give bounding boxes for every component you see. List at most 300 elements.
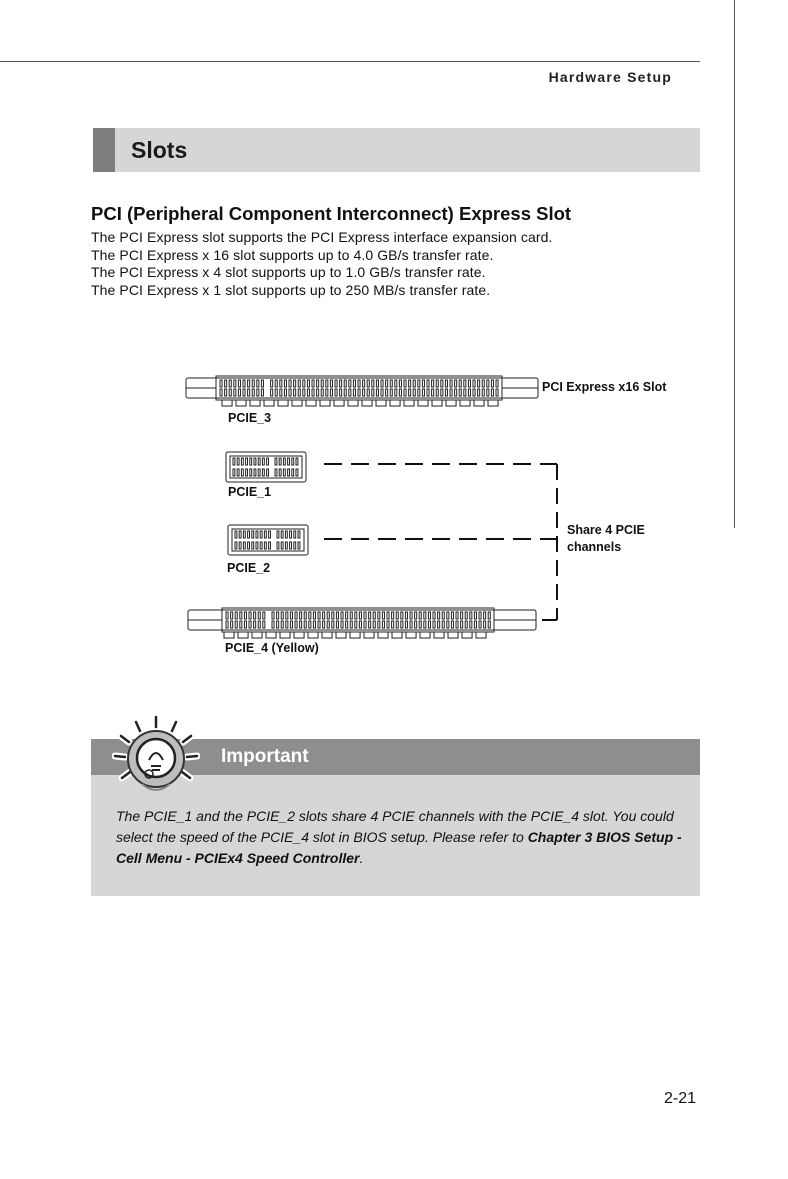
slot-pin <box>482 380 484 387</box>
slot-pin <box>424 621 426 628</box>
slot-tab <box>320 400 330 406</box>
slot-pin <box>396 612 398 619</box>
slot-pin <box>461 612 463 619</box>
slot-pin <box>323 612 325 619</box>
slot-pin <box>267 458 269 465</box>
important-text-part: The PCIE_1 and the PCIE_2 slots share 4 PCIE channels with the PCIE_4 slot. You could select the speed of the PCIE_4 slot in BIOS setup. Please refer to <box>116 808 674 845</box>
slot-pin <box>294 531 296 538</box>
slot-label-pcie3: PCIE_3 <box>228 411 272 425</box>
slot-pin <box>418 380 420 387</box>
slot-pin <box>281 531 283 538</box>
slot-pin <box>390 380 392 387</box>
slot-pin <box>468 380 470 387</box>
slot-pin <box>465 612 467 619</box>
slot-pin <box>438 612 440 619</box>
slot-pin <box>323 621 325 628</box>
important-text <box>116 806 684 869</box>
slot-tab <box>488 400 498 406</box>
slot-pin <box>258 469 260 476</box>
slot-pin <box>254 612 256 619</box>
slot-pin <box>300 621 302 628</box>
slot-pin <box>279 458 281 465</box>
slot-pin <box>272 612 274 619</box>
slot-pin <box>260 531 262 538</box>
slot-pin <box>237 469 239 476</box>
slot-pin <box>395 380 397 387</box>
slot-pin <box>280 389 282 396</box>
slot-pin <box>399 380 401 387</box>
slot-pin <box>307 380 309 387</box>
slot-pin <box>401 612 403 619</box>
slot-pin <box>326 389 328 396</box>
share-label-line: channels <box>567 540 622 554</box>
slot-tab <box>418 400 428 406</box>
slot-pin <box>234 380 236 387</box>
slot-pin <box>484 612 486 619</box>
pci-description <box>91 229 553 299</box>
slot-pin <box>330 380 332 387</box>
slot-label-pcie4: PCIE_4 (Yellow) <box>225 641 319 655</box>
slot-pin <box>451 621 453 628</box>
slot-pin <box>378 612 380 619</box>
important-text-bold: Chapter 3 BIOS Setup - Cell Menu - PCIEx4 Speed Controller <box>116 829 682 866</box>
slot-pin <box>369 612 371 619</box>
slot-pin <box>313 621 315 628</box>
slot-pin <box>332 621 334 628</box>
slot-pin <box>479 621 481 628</box>
slot-pin <box>335 380 337 387</box>
slot-pin <box>447 612 449 619</box>
slot-tab <box>362 400 372 406</box>
slot-pin <box>225 389 227 396</box>
slot-pin <box>381 380 383 387</box>
slot-pin <box>326 380 328 387</box>
slot-label-pcie1: PCIE_1 <box>228 485 272 499</box>
shared-channel-connector <box>324 464 557 620</box>
slot-pin <box>288 469 290 476</box>
slot-pin <box>372 389 374 396</box>
slot-pin <box>237 458 239 465</box>
slot-pin <box>290 612 292 619</box>
slot-pin <box>243 380 245 387</box>
slot-pin <box>272 621 274 628</box>
slot-pin <box>275 458 277 465</box>
slot-pin <box>248 380 250 387</box>
slot-pin <box>269 542 271 549</box>
slot-pin <box>473 380 475 387</box>
slot-pin <box>235 621 237 628</box>
slot-pin <box>240 612 242 619</box>
slot-pin <box>442 621 444 628</box>
slot-pin <box>249 621 251 628</box>
slot-pin <box>349 389 351 396</box>
slot-pin <box>244 612 246 619</box>
slot-pin <box>290 621 292 628</box>
slot-pin <box>246 469 248 476</box>
slot-pin <box>401 621 403 628</box>
slot-pin <box>376 380 378 387</box>
slot-pin <box>263 612 265 619</box>
slot-tab <box>236 400 246 406</box>
slot-pin <box>478 380 480 387</box>
slot-pin <box>250 469 252 476</box>
section-title: Slots <box>131 137 188 163</box>
slot-pin <box>290 542 292 549</box>
slot-pin <box>295 621 297 628</box>
slot-pin <box>229 380 231 387</box>
slot-pin <box>233 458 235 465</box>
slot-pin <box>260 542 262 549</box>
slot-tab <box>476 632 486 638</box>
slot-pin <box>418 389 420 396</box>
slot-pin <box>254 621 256 628</box>
pcie4-slot <box>188 608 536 638</box>
slot-pin <box>285 542 287 549</box>
slot-tab <box>364 632 374 638</box>
slot-tab <box>420 632 430 638</box>
slot-pin <box>447 621 449 628</box>
slot-tab <box>222 400 232 406</box>
slot-pin <box>428 612 430 619</box>
slot-pin <box>241 458 243 465</box>
slot-pin <box>392 612 394 619</box>
slot-pin <box>313 612 315 619</box>
slot-pin <box>373 621 375 628</box>
slot-pin <box>456 612 458 619</box>
section-title-bar <box>93 128 700 172</box>
slot-pin <box>442 612 444 619</box>
slot-pin <box>317 389 319 396</box>
slot-pin <box>283 458 285 465</box>
slot-pin <box>281 621 283 628</box>
slot-pin <box>413 389 415 396</box>
slot-pin <box>275 389 277 396</box>
desc-line: The PCI Express slot supports the PCI Express interface expansion card. <box>91 229 553 245</box>
slot-pin <box>231 612 233 619</box>
slot-pin <box>482 389 484 396</box>
slot-pin <box>267 469 269 476</box>
slot-pin <box>321 389 323 396</box>
slot-pin <box>317 380 319 387</box>
slot-pin <box>350 621 352 628</box>
slot-pin <box>262 458 264 465</box>
slot-pin <box>488 621 490 628</box>
slot-pin <box>327 612 329 619</box>
slot-pin <box>298 389 300 396</box>
slot-pin <box>277 621 279 628</box>
slot-pin <box>318 612 320 619</box>
slot-pin <box>235 542 237 549</box>
slot-pin <box>248 542 250 549</box>
slot-pin <box>226 621 228 628</box>
slot-pin <box>445 389 447 396</box>
slot-pin <box>382 621 384 628</box>
slot-pin <box>275 469 277 476</box>
slot-tab <box>446 400 456 406</box>
slot-pin <box>279 469 281 476</box>
slot-pin <box>438 621 440 628</box>
slot-tab <box>278 400 288 406</box>
slot-pin <box>419 621 421 628</box>
slot-tab <box>238 632 248 638</box>
slot-pin <box>341 621 343 628</box>
slot-pin <box>382 612 384 619</box>
slot-pin <box>488 612 490 619</box>
slot-pin <box>367 380 369 387</box>
slot-pin <box>433 612 435 619</box>
slot-pin <box>410 621 412 628</box>
slot-pin <box>433 621 435 628</box>
slot-pin <box>479 612 481 619</box>
slot-pin <box>465 621 467 628</box>
running-header: Hardware Setup <box>548 69 672 85</box>
slot-pin <box>304 612 306 619</box>
slot-pin <box>239 531 241 538</box>
slot-pin <box>341 612 343 619</box>
slot-pin <box>346 612 348 619</box>
slot-pin <box>307 389 309 396</box>
slot-pin <box>330 389 332 396</box>
slot-pin <box>298 531 300 538</box>
slot-pin <box>275 380 277 387</box>
slot-pin <box>459 389 461 396</box>
slot-pin <box>229 389 231 396</box>
slot-pin <box>369 621 371 628</box>
slot-pin <box>436 380 438 387</box>
slot-pin <box>344 389 346 396</box>
slot-pin <box>349 380 351 387</box>
slot-pin <box>258 612 260 619</box>
slot-pin <box>284 380 286 387</box>
slot-pin <box>286 621 288 628</box>
slot-pin <box>424 612 426 619</box>
slot-pin <box>309 612 311 619</box>
slot-pin <box>376 389 378 396</box>
slot-pin <box>239 542 241 549</box>
slot-pin <box>235 531 237 538</box>
slot-pin <box>373 612 375 619</box>
slot-pin <box>455 389 457 396</box>
slot-pin <box>432 389 434 396</box>
slot-tab <box>434 632 444 638</box>
slot-pin <box>378 621 380 628</box>
slot-pin <box>252 380 254 387</box>
slot-pin <box>271 380 273 387</box>
slot-pin <box>427 380 429 387</box>
slot-pin <box>415 621 417 628</box>
slot-pin <box>386 380 388 387</box>
desc-line: The PCI Express x 4 slot supports up to 1.0 GB/s transfer rate. <box>91 264 486 280</box>
slot-pin <box>243 531 245 538</box>
slot-pin <box>364 612 366 619</box>
slot-pin <box>283 469 285 476</box>
slot-pin <box>473 389 475 396</box>
slot-pin <box>303 380 305 387</box>
slot-pin <box>427 389 429 396</box>
slot-pin <box>234 389 236 396</box>
slot-pin <box>294 389 296 396</box>
slot-pin <box>231 621 233 628</box>
slot-pin <box>387 621 389 628</box>
slot-pin <box>261 380 263 387</box>
slot-pin <box>254 469 256 476</box>
slot-pin <box>257 389 259 396</box>
slot-pin <box>248 389 250 396</box>
pcie1-slot <box>226 452 306 482</box>
slot-pin <box>318 621 320 628</box>
slot-label-pcie2: PCIE_2 <box>227 561 271 575</box>
slot-pin <box>226 612 228 619</box>
page-number: 2-21 <box>663 1090 696 1107</box>
slot-pin <box>419 612 421 619</box>
slot-pin <box>363 380 365 387</box>
slot-tab <box>432 400 442 406</box>
slot-tab <box>224 632 234 638</box>
slot-pin <box>244 621 246 628</box>
slot-pin <box>367 389 369 396</box>
slot-pin <box>312 389 314 396</box>
lightbulb-icon <box>112 714 200 804</box>
slot-pin <box>288 458 290 465</box>
slot-pin <box>470 612 472 619</box>
slot-pin <box>441 380 443 387</box>
slot-pin <box>300 612 302 619</box>
slot-pin <box>386 389 388 396</box>
slot-pin <box>332 612 334 619</box>
slot-pin <box>277 531 279 538</box>
slot-pin <box>296 458 298 465</box>
slot-pin <box>381 389 383 396</box>
important-text-part: . <box>359 850 364 866</box>
slot-pin <box>264 542 266 549</box>
slot-pin <box>262 469 264 476</box>
slot-pin <box>295 612 297 619</box>
slot-pin <box>289 389 291 396</box>
slot-pin <box>491 389 493 396</box>
slot-pin <box>432 380 434 387</box>
slot-diagram <box>180 368 700 668</box>
slot-pin <box>451 612 453 619</box>
slot-tab <box>392 632 402 638</box>
slot-pin <box>404 380 406 387</box>
slot-pin <box>359 621 361 628</box>
slot-pin <box>340 380 342 387</box>
slot-pin <box>225 380 227 387</box>
slot-pin <box>233 469 235 476</box>
slot-pin <box>238 380 240 387</box>
slot-pin <box>263 621 265 628</box>
slot-pin <box>409 389 411 396</box>
slot-pin <box>353 389 355 396</box>
slot-pin <box>470 621 472 628</box>
slot-pin <box>459 380 461 387</box>
slot-tab <box>306 400 316 406</box>
slot-pin <box>294 542 296 549</box>
slot-pin <box>390 389 392 396</box>
slot-pin <box>455 380 457 387</box>
section-tab <box>93 128 115 172</box>
slot-pin <box>358 380 360 387</box>
slot-tab <box>280 632 290 638</box>
slot-tab <box>264 400 274 406</box>
desc-line: The PCI Express x 16 slot supports up to 4.0 GB/s transfer rate. <box>91 246 494 263</box>
important-title: Important <box>221 746 309 767</box>
slot-pin <box>285 531 287 538</box>
slot-pin <box>298 542 300 549</box>
slot-pin <box>256 531 258 538</box>
slot-pin <box>294 380 296 387</box>
slot-pin <box>487 380 489 387</box>
slot-pin <box>464 389 466 396</box>
slot-pin <box>258 621 260 628</box>
slot-pin <box>346 621 348 628</box>
slot-tab <box>292 400 302 406</box>
slot-pin <box>269 531 271 538</box>
slot-pin <box>474 612 476 619</box>
slot-pin <box>292 469 294 476</box>
slot-pin <box>456 621 458 628</box>
slot-pin <box>321 380 323 387</box>
slot-pin <box>277 612 279 619</box>
slot-pin <box>358 389 360 396</box>
slot-pin <box>395 389 397 396</box>
slot-pin <box>252 542 254 549</box>
slot-pin <box>392 621 394 628</box>
slot-pin <box>258 458 260 465</box>
slot-pin <box>450 389 452 396</box>
slot-tab <box>390 400 400 406</box>
slot-pin <box>303 389 305 396</box>
slot-pin <box>264 531 266 538</box>
slot-tab <box>378 632 388 638</box>
slot-pin <box>344 380 346 387</box>
pcie3-slot <box>186 376 538 406</box>
slot-pin <box>281 542 283 549</box>
slot-pin <box>405 621 407 628</box>
slot-pin <box>409 380 411 387</box>
slot-pin <box>441 389 443 396</box>
slot-pin <box>353 380 355 387</box>
slot-pin <box>289 380 291 387</box>
slot-pin <box>298 380 300 387</box>
slot-pin <box>292 458 294 465</box>
slot-pin <box>436 389 438 396</box>
slot-pin <box>428 621 430 628</box>
slot-pin <box>296 469 298 476</box>
slot-pin <box>243 389 245 396</box>
slot-pin <box>355 612 357 619</box>
slot-pin <box>372 380 374 387</box>
slot-tab <box>334 400 344 406</box>
slot-tab <box>462 632 472 638</box>
slot-pin <box>246 458 248 465</box>
slot-pin <box>496 380 498 387</box>
slot-pin <box>474 621 476 628</box>
slot-pin <box>256 542 258 549</box>
x16-slot-label: PCI Express x16 Slot <box>542 380 667 394</box>
top-rule <box>0 61 700 62</box>
slot-pin <box>240 621 242 628</box>
slot-pin <box>387 612 389 619</box>
slot-pin <box>422 389 424 396</box>
slot-pin <box>359 612 361 619</box>
slot-pin <box>304 621 306 628</box>
slot-pin <box>252 531 254 538</box>
slot-pin <box>468 389 470 396</box>
slot-pin <box>281 612 283 619</box>
slot-pin <box>405 612 407 619</box>
slot-tab <box>404 400 414 406</box>
